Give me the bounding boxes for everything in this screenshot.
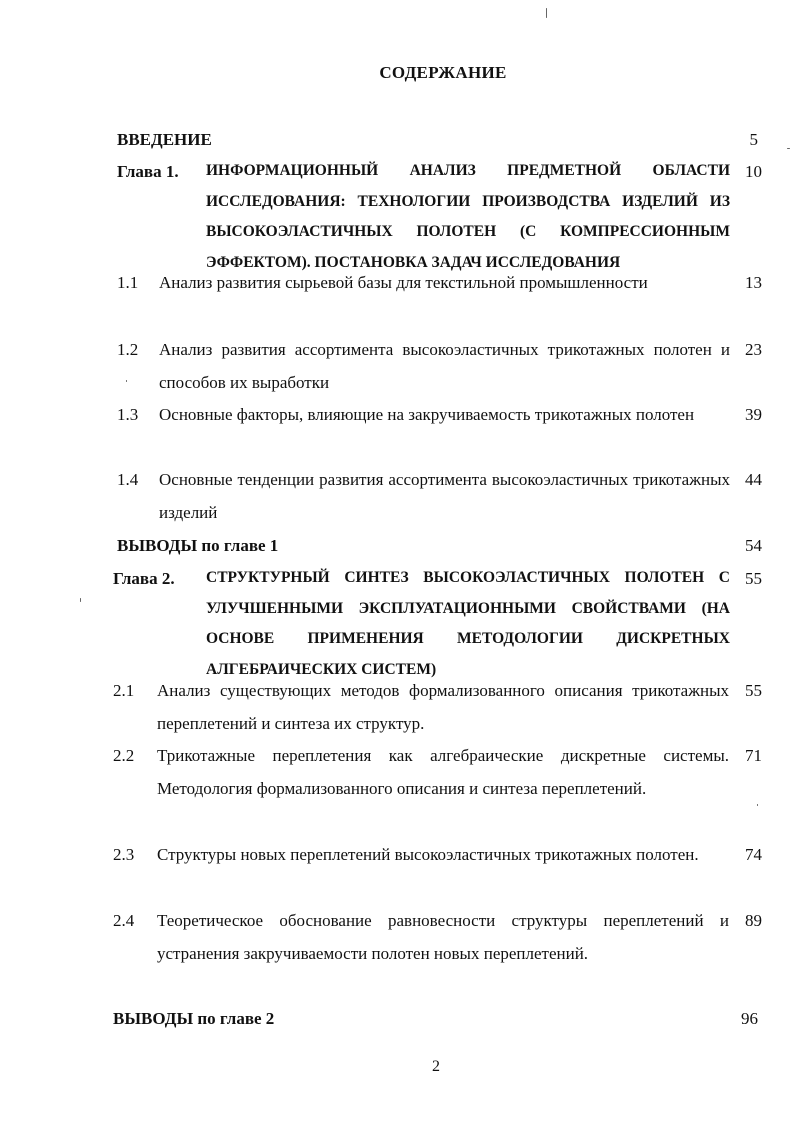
toc-entry-page: 71	[745, 746, 762, 765]
toc-entry-label: 1.1	[117, 273, 139, 292]
scan-speck	[80, 598, 81, 602]
toc-entry-text: Теоретическое обоснование равновесности структуры переплетений и устранения закручиваемости полотен новых переплетений.	[157, 911, 729, 963]
scan-speck	[787, 148, 790, 149]
toc-entry-text: Трикотажные переплетения как алгебраические дискретные системы. Методология формализованного описания и синтеза переплетений.	[157, 746, 729, 798]
toc-entry-label: 2.2	[113, 746, 135, 765]
scan-speck	[757, 804, 758, 806]
toc-entry-label: 2.4	[113, 911, 135, 930]
toc-entry-page: 44	[745, 470, 762, 489]
toc-entry-label: ВЫВОДЫ по главе 1	[117, 536, 279, 555]
toc-entry-page: 13	[745, 273, 762, 292]
page-number: 2	[432, 1058, 440, 1075]
toc-entry-page: 74	[745, 845, 762, 864]
toc-entry-text: Основные тенденции развития ассортимента высокоэластичных трикотажных изделий	[159, 470, 730, 522]
toc-entry-page: 10	[745, 162, 762, 181]
toc-entry-text: Анализ существующих методов формализованного описания трикотажных переплетений и синтеза их структур.	[157, 681, 729, 733]
toc-entry-label: Глава 2.	[113, 569, 175, 588]
toc-entry-page: 5	[749, 130, 758, 149]
scan-speck	[546, 8, 547, 18]
toc-entry-label: ВВЕДЕНИЕ	[117, 130, 212, 149]
toc-entry-label: 1.2	[117, 340, 139, 359]
toc-entry-label: 1.4	[117, 470, 139, 489]
toc-entry-label: Глава 1.	[117, 162, 179, 181]
toc-entry-label: 2.3	[113, 845, 135, 864]
scan-speck	[126, 380, 127, 382]
toc-entry-label: 2.1	[113, 681, 135, 700]
toc-entry-page: 23	[745, 340, 762, 359]
toc-entry-page: 96	[741, 1009, 758, 1028]
toc-entry-page: 39	[745, 405, 762, 424]
toc-entry-text: ИНФОРМАЦИОННЫЙ АНАЛИЗ ПРЕДМЕТНОЙ ОБЛАСТИ ИССЛЕДОВАНИЯ: ТЕХНОЛОГИИ ПРОИЗВОДСТВА ИЗДЕЛИЙ ИЗ ВЫСОКОЭЛАСТИЧНЫХ ПОЛОТЕН (С КОМПРЕССИОННЫМ ЭФФЕКТОМ). ПОСТАНОВКА ЗАДАЧ ИССЛЕДОВАНИЯ	[206, 162, 730, 271]
toc-entry-page: 55	[745, 569, 762, 588]
toc-entry-page: 54	[745, 536, 762, 555]
toc-entry-page: 89	[745, 911, 762, 930]
toc-entry-text: Анализ развития ассортимента высокоэластичных трикотажных полотен и способов их выработки	[159, 340, 730, 392]
toc-entry-text: Структуры новых переплетений высокоэластичных трикотажных полотен.	[157, 845, 699, 864]
toc-entry-text: Основные факторы, влияющие на закручиваемость трикотажных полотен	[159, 405, 695, 424]
toc-entry-page: 55	[745, 681, 762, 700]
toc-entry-text: Анализ развития сырьевой базы для текстильной промышленности	[159, 273, 648, 292]
toc-entry-label: ВЫВОДЫ по главе 2	[113, 1009, 275, 1028]
page-title: СОДЕРЖАНИЕ	[379, 63, 507, 82]
toc-entry-text: СТРУКТУРНЫЙ СИНТЕЗ ВЫСОКОЭЛАСТИЧНЫХ ПОЛОТЕН С УЛУЧШЕННЫМИ ЭКСПЛУАТАЦИОННЫМИ СВОЙСТВАМИ (НА ОСНОВЕ ПРИМЕНЕНИЯ МЕТОДОЛОГИИ ДИСКРЕТНЫХ АЛГЕБРАИЧЕСКИХ СИСТЕМ)	[206, 569, 730, 678]
toc-entry-label: 1.3	[117, 405, 139, 424]
